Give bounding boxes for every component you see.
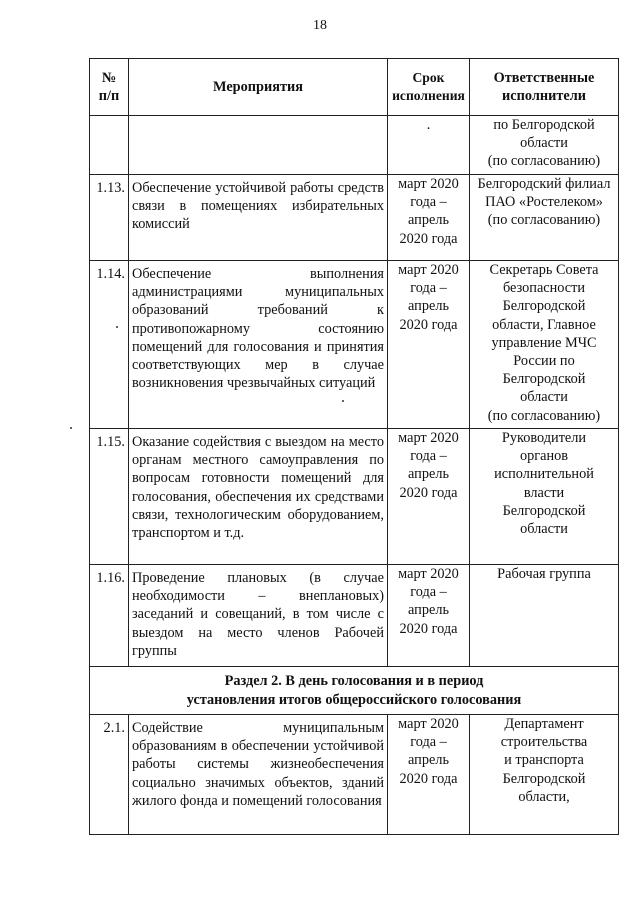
- row-responsible: Рабочая группа: [470, 565, 619, 667]
- section-title-line-2: установления итогов общероссийского голосования: [186, 691, 522, 708]
- section-title: [90, 667, 619, 715]
- row-deadline: март 2020 года – апрель 2020 года: [388, 565, 470, 667]
- row-responsible: Руководители органов исполнительной власти Белгородской области: [470, 429, 619, 565]
- row-activity: Обеспечение выполнения администрациями муниципальных образований требований к противопожарному состоянию помещений для голосования и принятия соответствующих мер в случае возникновения чрезвычайных ситуаций: [129, 261, 388, 429]
- table-header-row: [90, 59, 619, 116]
- scan-speck: [70, 427, 72, 429]
- section-title-line-1: Раздел 2. В день голосования и в период: [224, 673, 484, 690]
- header-activity: Мероприятия: [129, 59, 388, 116]
- row-number: 1.15.: [90, 429, 129, 565]
- header-number: № п/п: [90, 59, 129, 116]
- row-responsible: по Белгородской области (по согласованию): [470, 116, 619, 175]
- row-deadline: .: [388, 116, 470, 175]
- row-activity: [129, 116, 388, 175]
- row-deadline: март 2020 года – апрель 2020 года: [388, 175, 470, 261]
- scan-speck: [116, 326, 118, 328]
- row-number: 1.13.: [90, 175, 129, 261]
- table-row: [90, 261, 619, 429]
- row-responsible: Департамент строительства и транспорта Белгородской области,: [470, 715, 619, 835]
- page-number: 18: [313, 18, 327, 33]
- row-activity: Оказание содействия с выездом на место органам местного самоуправления по вопросам готовности помещений для голосования, обеспечения их средствами связи, технологическим оборудованием, транспортом и т.д.: [129, 429, 388, 565]
- row-number: [90, 116, 129, 175]
- row-deadline: март 2020 года – апрель 2020 года: [388, 261, 470, 429]
- row-responsible: Секретарь Совета безопасности Белгородской области, Главное управление МЧС России по Белгородской области (по согласованию): [470, 261, 619, 429]
- row-deadline: март 2020 года – апрель 2020 года: [388, 715, 470, 835]
- row-activity: Содействие муниципальным образованиям в обеспечении устойчивой работы системы жизнеобеспечения социально значимых объектов, зданий жилого фонда и помещений голосования: [129, 715, 388, 835]
- table-row: [90, 715, 619, 835]
- header-deadline: Срок исполнения: [388, 59, 470, 116]
- section-header-row: [90, 667, 619, 715]
- row-number: 2.1.: [90, 715, 129, 835]
- activities-table: [89, 58, 619, 835]
- row-number: 1.14.: [90, 261, 129, 429]
- table-row: [90, 429, 619, 565]
- header-responsible: Ответственные исполнители: [470, 59, 619, 116]
- table-row: [90, 116, 619, 175]
- row-activity: Проведение плановых (в случае необходимости – внеплановых) заседаний и совещаний, в том числе с выездом на место членов Рабочей группы: [129, 565, 388, 667]
- scan-speck: [342, 400, 344, 402]
- row-activity: Обеспечение устойчивой работы средств связи в помещениях избирательных комиссий: [129, 175, 388, 261]
- row-responsible: Белгородский филиал ПАО «Ростелеком» (по согласованию): [470, 175, 619, 261]
- table-row: [90, 175, 619, 261]
- row-number: 1.16.: [90, 565, 129, 667]
- table-row: [90, 565, 619, 667]
- row-deadline: март 2020 года – апрель 2020 года: [388, 429, 470, 565]
